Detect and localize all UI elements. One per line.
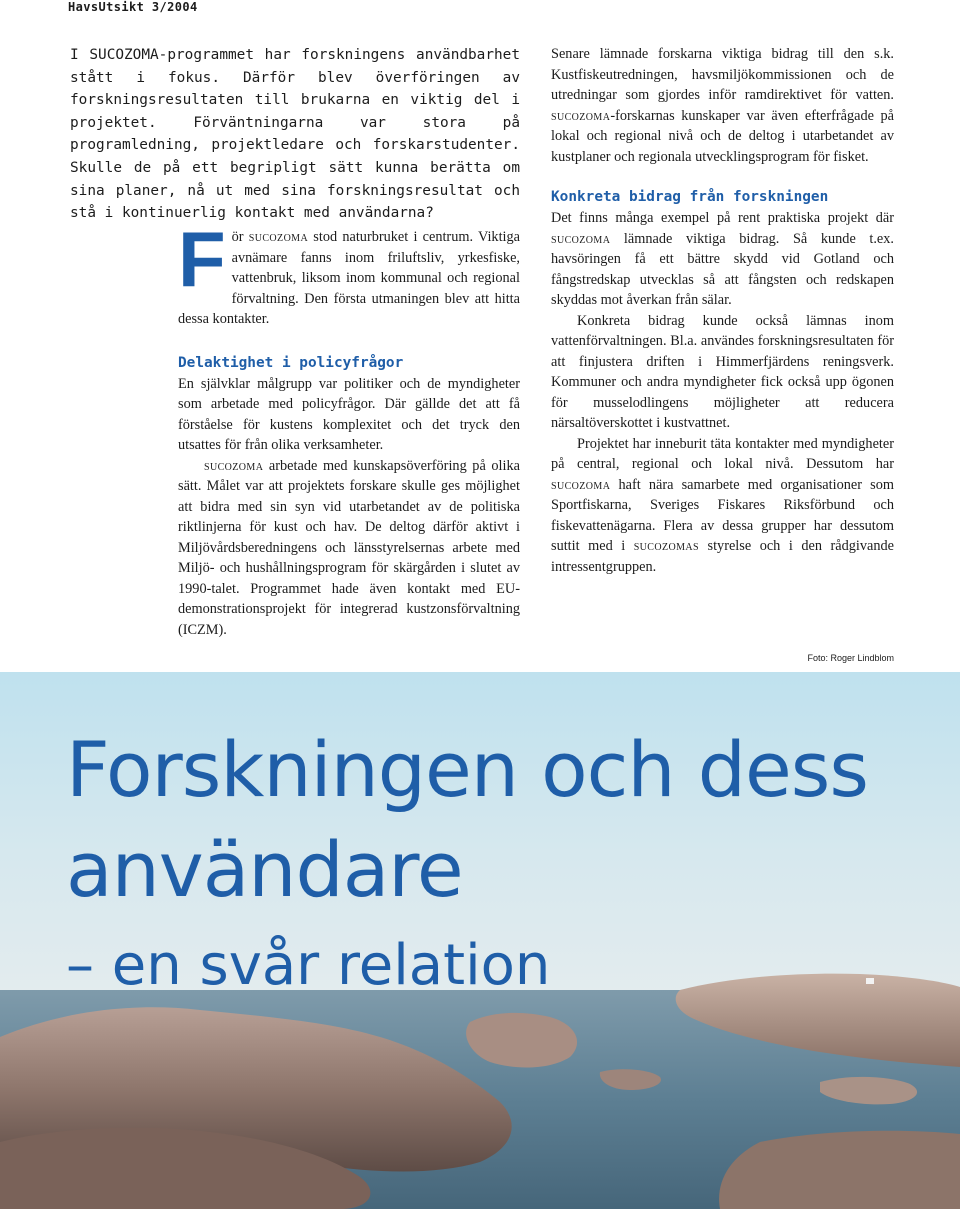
headline-line-2: användare [66, 825, 463, 914]
intro-acronym: sucozoma [248, 229, 309, 245]
cooperation-acronym: sucozoma [551, 476, 611, 493]
headline-line-1: Forskningen och dess [66, 725, 868, 814]
policy-paragraph-1: En självklar målgrupp var politiker och de myndigheter som arbetade med policyfrågor. Där gällde det att få förståelse för kustens komplexitet och det tryck den utsattes för från olika verksamheter. [178, 375, 520, 453]
article-column-right [551, 44, 894, 577]
cooperation-text-end: styrelse och i den rådgivande intressentgruppen. [551, 538, 894, 575]
contributions-text-start: Det finns många exempel på rent praktiska projekt där [551, 210, 894, 226]
intro-paragraph [178, 215, 521, 330]
policy-paragraph-2 [178, 456, 520, 641]
policy-acronym: sucozoma [204, 457, 264, 474]
photo-credit: Foto: Roger Lindblom [807, 653, 894, 663]
section-heading-policy: Delaktighet i policyfrågor [178, 354, 404, 371]
contributions-paragraph-2: Konkreta bidrag kunde också lämnas inom vattenförvaltningen. Bl.a. användes forskningsresultaten för att finjustera driften i Himmerfjärdens reningsverk. Kommuner och andra myndigheter fick också upp ögonen för musselodlingens möjligheter att reducera närsaltöverskottet i kustvattnet. [551, 312, 894, 431]
lead-text: I SUCOZOMA-programmet har forskningens användbarhet stått i fokus. Därför blev överföringen av forskningsresultaten till brukarna en viktig del i projektet. Förväntningarna var stora på programledning, projektledare och forskarstudenter. Skulle de på ett begripligt sätt kunna berätta om sina planer, nå ut med sina forskningsresultat och stå i kontinuerlig kontakt med användarna? [70, 47, 520, 222]
article-column-left [178, 215, 521, 640]
investigations-text-start: Senare lämnade forskarna viktiga bidrag till den s.k. Kustfiskeutredningen, havsmiljökommissionen och de utredningar som gjordes inför ramdirektivet för vatten. [551, 46, 894, 103]
contributions-paragraph-3 [551, 434, 894, 578]
lead-paragraph [70, 44, 520, 225]
investigations-paragraph [551, 44, 894, 167]
contributions-paragraph-1 [551, 208, 894, 311]
investigations-acronym: sucozoma [551, 107, 611, 124]
article-headline [66, 720, 868, 1006]
contributions-acronym: sucozoma [551, 230, 611, 247]
investigations-text-rest: -forskarnas kunskaper var även efterfrågade på lokal och regional nivå och de deltog i utarbetandet av kustplaner och regionala utvecklingsprogram för fisket. [551, 107, 894, 165]
contributions-text-rest: lämnade viktiga bidrag. Så kunde t.ex. havsöringen få ett bättre skydd vid Gotland och fångstredskap utvecklas så att fångsten och redskapen skyddas mot åverkan från sälar. [551, 230, 894, 308]
policy-text: arbetade med kunskapsöverföring på olika sätt. Målet var att projektets forskare skulle ges möjlighet att bidra med sin syn vid utarbetandet av de politiska riktlinjerna för kust och hav. De deltog därför aktivt i Miljövårdsberedningens och länsstyrelsernas arbete med Miljö- och hushållningsprogram för skärgården i slutet av 1990-talet. Programmet hade även kontakt med EU-demonstrationsprojekt för integrerad kustzonsförvaltning (ICZM). [178, 457, 520, 638]
cooperation-acronym-possessive: sucozomas [633, 538, 699, 554]
section-heading-contributions: Konkreta bidrag från forskningen [551, 189, 829, 205]
cooperation-text-start: Projektet har inneburit täta kontakter med myndigheter på central, regional och lokal nivå. Dessutom har [551, 435, 894, 472]
page-header [0, 0, 960, 20]
intro-text-start: ör [231, 229, 249, 245]
drop-cap: F [178, 215, 226, 303]
publication-issue: HavsUtsikt 3/2004 [68, 0, 198, 14]
intro-text-rest: stod naturbruket i centrum. Viktiga avnämare fanns inom friluftsliv, yrkesfiske, vattenbruk, liksom inom kommunal och regional förvaltning. Den första utmaningen blev att hitta dessa kontakter. [178, 229, 521, 327]
headline-subtitle: – en svår relation [66, 933, 551, 998]
cooperation-text-middle: haft nära samarbete med organisationer som Sportfiskarna, Sveriges Fiskares Riksförbund och fiskevattenägarna. Flera av dessa grupper har dessutom suttit med i [551, 476, 894, 554]
